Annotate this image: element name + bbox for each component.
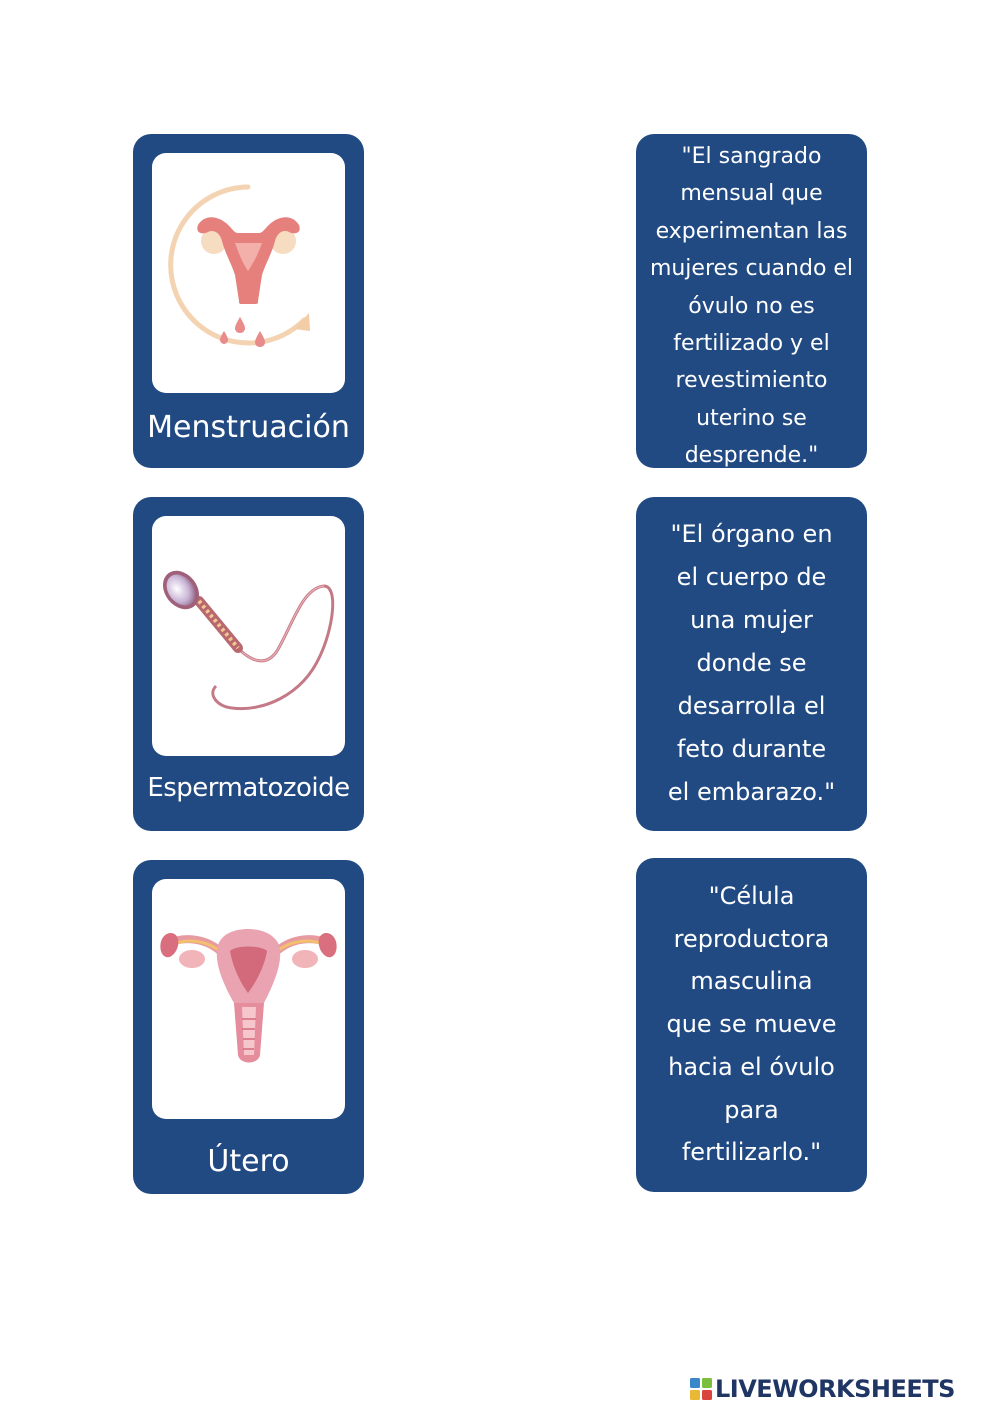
definition-text: "El órgano en el cuerpo de una mujer donde se desarrolla el feto durante el embarazo." [667, 520, 836, 806]
image-frame [152, 516, 345, 756]
liveworksheets-logo-icon [690, 1378, 712, 1400]
definition-card-2 [636, 497, 867, 831]
term-label: Menstruación [147, 410, 350, 445]
image-frame [152, 153, 345, 393]
sperm-cell-icon [152, 516, 345, 756]
brand-logo [690, 1374, 955, 1404]
uterus-anatomy-icon [152, 879, 345, 1119]
definition-card-3 [636, 858, 867, 1192]
definition-text: "Célula reproductora masculina que se mueve hacia el óvulo para fertilizarlo." [666, 882, 837, 1167]
definition-card-1 [636, 134, 867, 468]
term-card-utero [133, 860, 364, 1194]
term-label: Espermatozoide [147, 773, 350, 803]
brand-name: LIVEWORKSHEETS [715, 1375, 955, 1403]
image-frame [152, 879, 345, 1119]
term-card-espermatozoide [133, 497, 364, 831]
term-label: Útero [207, 1144, 290, 1179]
term-card-menstruacion [133, 134, 364, 468]
menstruation-cycle-icon [152, 153, 345, 393]
definition-text: "El sangrado mensual que experimentan las mujeres cuando el óvulo no es fertilizado y el revestimiento uterino se desprende." [649, 144, 854, 469]
